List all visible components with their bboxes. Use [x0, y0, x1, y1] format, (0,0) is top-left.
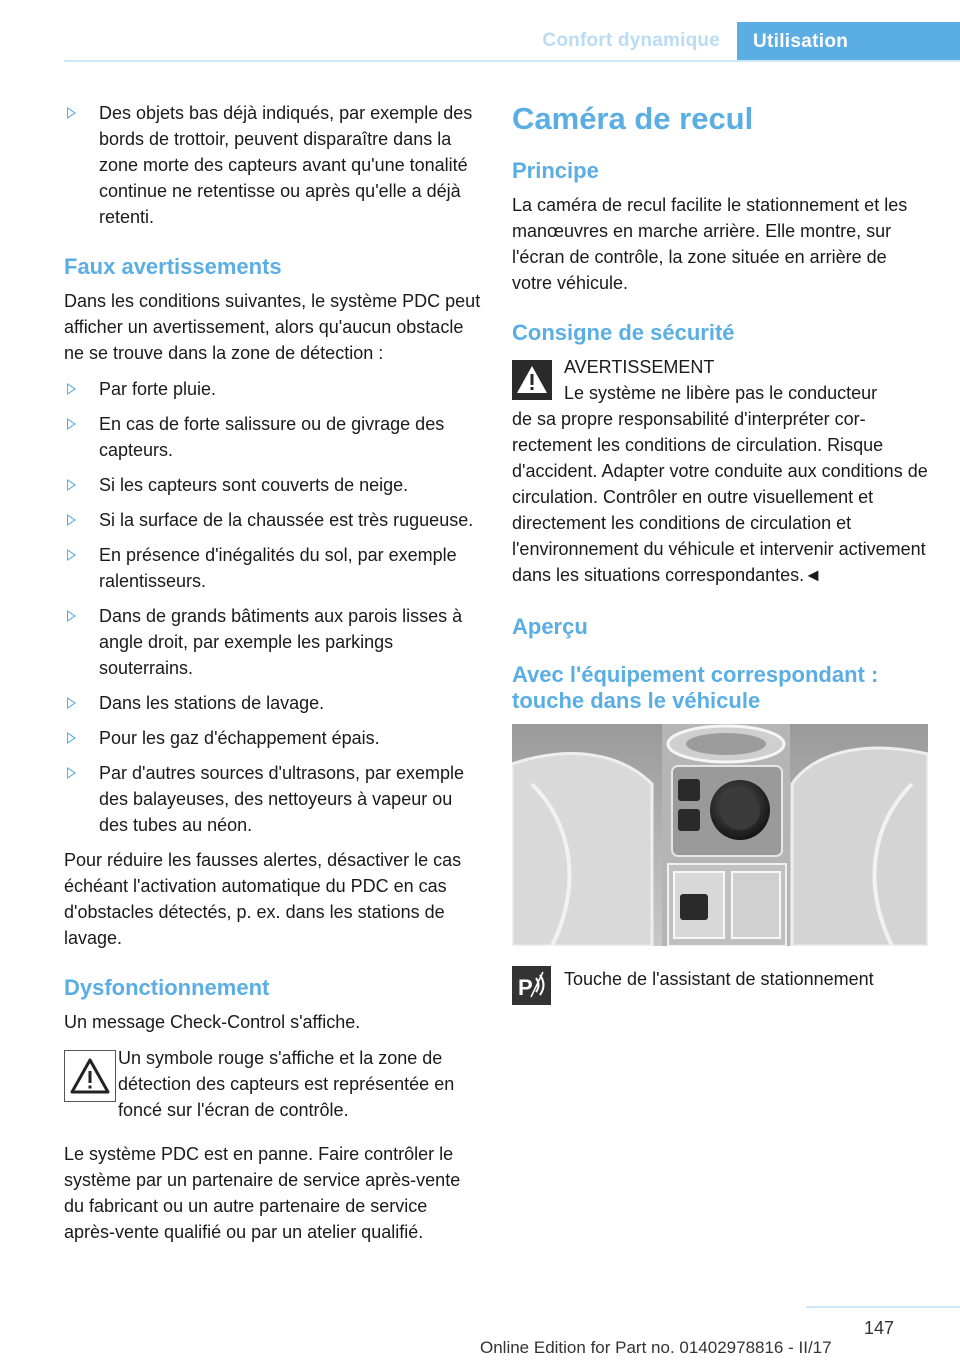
malfunction-text: Un message Check-Control s'affiche.	[64, 1012, 361, 1032]
list-item: En présence d'inégalités du sol, par exemple ralentisseurs.	[64, 542, 482, 594]
false-alarms-advice: Pour réduire les fausses alertes, désactiver le cas échéant l'activation automatique du PDC en cas d'obstacles détectés, p. ex. dans les stations de lavage.	[64, 850, 462, 948]
false-alarms-text: Dans les conditions suivantes, le système PDC peut afficher un avertissement, alors qu'aucun obstacle ne se trouve dans la zone de détection :	[64, 291, 481, 363]
list-item: Pour les gaz d'échappement épais.	[64, 725, 482, 751]
page-number: 147	[864, 1318, 895, 1338]
rear-camera-title: Caméra de recul	[512, 101, 754, 136]
header-rule	[64, 60, 960, 62]
right-column	[512, 100, 930, 1000]
left-column	[64, 100, 482, 1255]
warning-text: de sa propre responsabilité d'interpréter correctement les conditions de circulation. Risque d'accident. Adapter votre conduite aux conditions de circulation. Contrôler en outre visuellement et directement les conditions de circulation et l'environnement du véhicule et intervenir activement dans les situations correspondantes.◄	[512, 409, 928, 585]
footer-rule	[806, 1306, 960, 1308]
warning-first-line: Le système ne libère pas le conducteur	[564, 383, 878, 403]
false-alarms-heading: Faux avertissements	[64, 254, 282, 279]
warning-triangle-icon	[64, 1050, 116, 1102]
triangle-bullet-icon	[67, 107, 76, 119]
false-alarms-list	[64, 376, 482, 838]
center-console-photo	[512, 724, 928, 946]
svg-text:P: P	[518, 975, 533, 1000]
triangle-bullet-icon	[67, 610, 76, 622]
list-item: En cas de forte salissure ou de givrage des capteurs.	[64, 411, 482, 463]
safety-heading: Consigne de sécurité	[512, 320, 735, 345]
list-item: Par forte pluie.	[64, 376, 482, 402]
symbol-description: Un symbole rouge s'affiche et la zone de détection des capteurs est représentée en foncé sur l'écran de contrôle.	[118, 1048, 455, 1120]
malfunction-heading: Dysfonctionnement	[64, 975, 270, 1000]
list-item: Si les capteurs sont couverts de neige.	[64, 472, 482, 498]
list-item: Dans de grands bâtiments aux parois lisses à angle droit, par exemple les parkings souterrains.	[64, 603, 482, 681]
list-item: Par d'autres sources d'ultrasons, par exemple des balayeuses, des nettoyeurs à vapeur ou des tubes au néon.	[64, 760, 482, 838]
warning-triangle-icon	[512, 360, 552, 400]
overview-heading: Aperçu	[512, 614, 588, 639]
header-section-title: Confort dynamique	[542, 30, 720, 51]
page-header	[0, 0, 960, 62]
triangle-bullet-icon	[67, 479, 76, 491]
list-item: Dans les stations de lavage.	[64, 690, 482, 716]
intro-list	[64, 100, 482, 230]
overview-subheading: Avec l'équipement correspondant : touche dans le véhicule	[512, 662, 879, 713]
triangle-bullet-icon	[67, 697, 76, 709]
principle-heading: Principe	[512, 158, 599, 183]
triangle-bullet-icon	[67, 767, 76, 779]
principle-text: La caméra de recul facilite le stationnement et les manœuvres en marche arrière. Elle montre, sur l'écran de contrôle, la zone située en arrière de votre véhicule.	[512, 195, 908, 293]
list-item: Des objets bas déjà indiqués, par exemple des bords de trottoir, peuvent disparaître dans la zone morte des capteurs avant qu'une tonalité continue ne retentisse ou après qu'elle a déjà retenti.	[64, 100, 482, 230]
triangle-bullet-icon	[67, 732, 76, 744]
list-item: Si la surface de la chaussée est très rugueuse.	[64, 507, 482, 533]
check-control-symbol-block	[64, 1045, 482, 1123]
malfunction-service: Le système PDC est en panne. Faire contrôler le système par un partenaire de service après-vente du fabricant ou un autre partenaire de service après-vente qualifié ou par un atelier qualifié.	[64, 1144, 461, 1242]
warning-label: AVERTISSEMENT	[564, 357, 715, 377]
triangle-bullet-icon	[67, 549, 76, 561]
header-chapter-tab: Utilisation	[737, 22, 960, 62]
caption-text: Touche de l'assistant de stationnement	[564, 969, 874, 989]
triangle-bullet-icon	[67, 383, 76, 395]
warning-block	[512, 354, 930, 588]
parking-button-caption	[512, 966, 930, 1000]
triangle-bullet-icon	[67, 418, 76, 430]
triangle-bullet-icon	[67, 514, 76, 526]
edition-line: Online Edition for Part no. 01402978816 - II/17	[480, 1338, 832, 1357]
parking-assistant-button-icon	[512, 966, 551, 1005]
